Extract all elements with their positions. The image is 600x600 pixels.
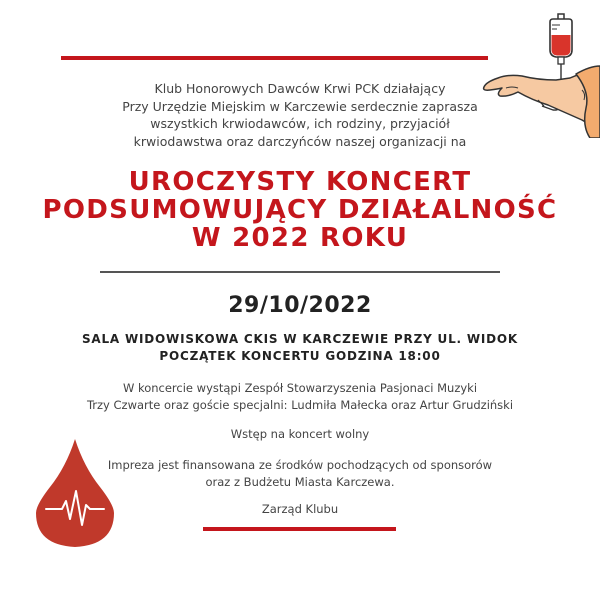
performers-line: W koncercie wystąpi Zespół Stowarzyszenia Pasjonaci Muzyki xyxy=(122,381,478,395)
funding-line: oraz z Budżetu Miasta Karczewa. xyxy=(205,475,395,489)
middle-divider xyxy=(100,271,500,273)
event-date: 29/10/2022 xyxy=(228,293,372,318)
start-time: POCZĄTEK KONCERTU GODZINA 18:00 xyxy=(159,349,441,363)
intro-line: Klub Honorowych Dawców Krwi PCK działający xyxy=(154,81,446,96)
intro-line: Przy Urzędzie Miejskim w Karczewie serdecznie zaprasza xyxy=(122,98,478,114)
entry-line: Wstęp na koncert wolny xyxy=(230,427,370,441)
intro-paragraph xyxy=(100,80,500,150)
signature-line: Zarząd Klubu xyxy=(261,502,339,516)
intro-line: krwiodawstwa oraz darczyńców naszej organizacji na xyxy=(133,133,467,149)
top-divider xyxy=(61,56,488,60)
signature xyxy=(50,501,550,518)
event-title-line: W 2022 ROKU xyxy=(191,223,409,253)
event-venue xyxy=(0,331,600,365)
funding-line: Impreza jest finansowana ze środków pochodzących od sponsorów xyxy=(107,458,493,472)
event-title xyxy=(30,168,570,252)
event-title-line: UROCZYSTY KONCERT xyxy=(128,167,472,197)
blood-drop-heartbeat-icon xyxy=(32,437,118,549)
intro-line: wszystkich krwiodawców, ich rodziny, przyjaciół xyxy=(150,116,450,131)
performers-line: Trzy Czwarte oraz goście specjalni: Ludmiła Małecka oraz Artur Grudziński xyxy=(86,398,514,412)
event-title-line: PODSUMOWUJĄCY DZIAŁALNOŚĆ xyxy=(42,195,558,225)
funding-paragraph xyxy=(50,457,550,491)
performers-paragraph xyxy=(50,380,550,414)
venue-address: SALA WIDOWISKOWA CKIS W KARCZEWIE PRZY UL. WIDOK xyxy=(81,332,519,346)
bottom-divider xyxy=(203,527,396,531)
entry-info xyxy=(50,426,550,443)
